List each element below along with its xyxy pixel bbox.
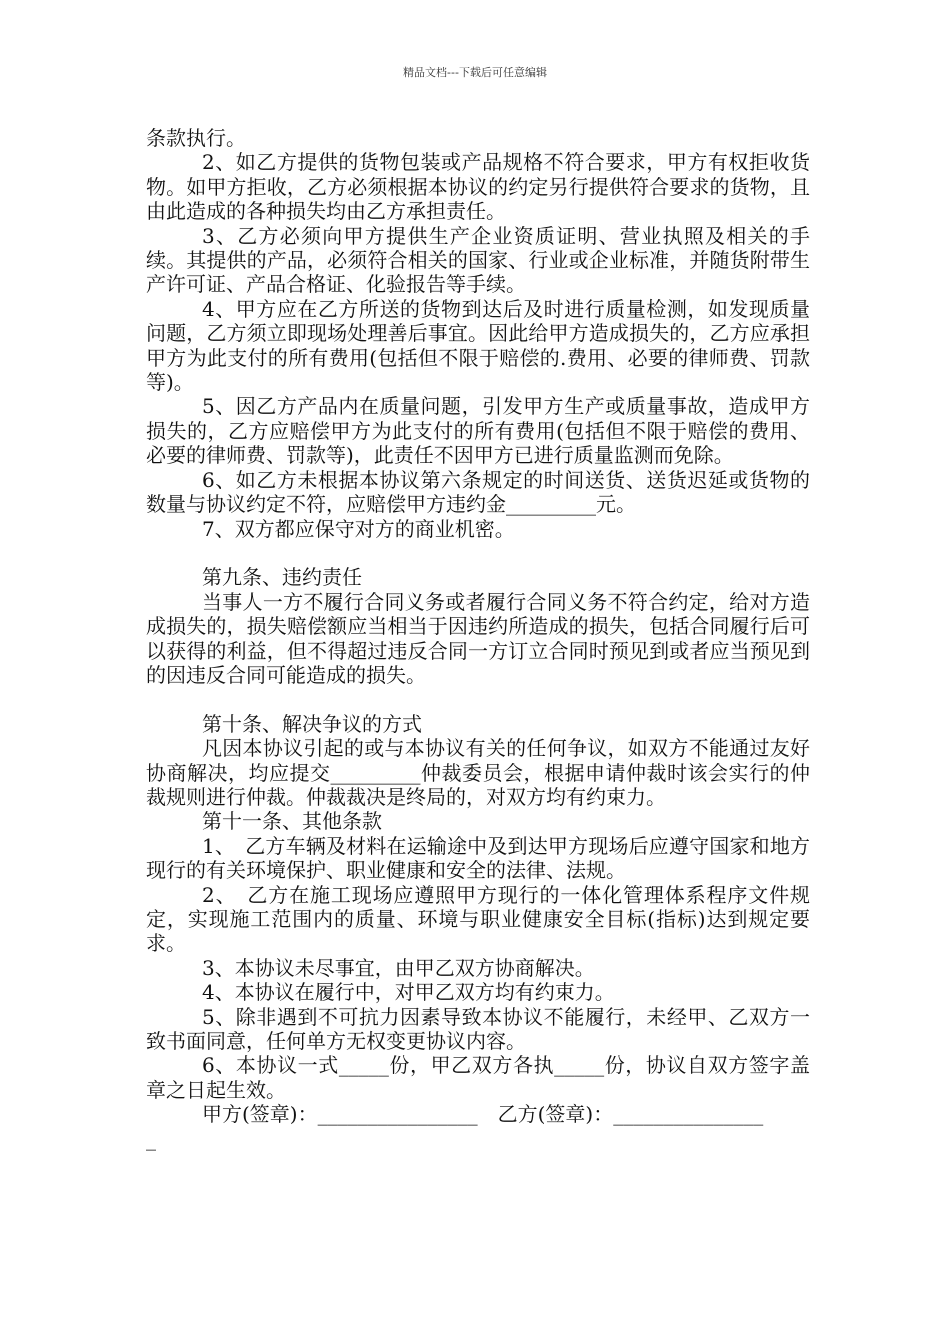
article-11-item-3: 3、本协议未尽事宜，由甲乙双方协商解决。 [202, 955, 595, 980]
article-9-body: 当事人一方不履行合同义务或者履行合同义务不符合约定，给对方造成损失的，损失赔偿额应当相当于因违约所造成的损失，包括合同履行后可以获得的利益，但不得超过违反合同一方订立合同时预见到或者应当预见到的因违反合同可能造成的损失。 [146, 589, 810, 687]
article-11-item-2: 2、 乙方在施工现场应遵照甲方现行的一体化管理体系程序文件规定，实现施工范围内的质量、环境与职业健康安全目标(指标)达到规定要求。 [146, 882, 810, 956]
clause-8-item-5: 5、因乙方产品内在质量问题，引发甲方生产或质量事故，造成甲方损失的，乙方应赔偿甲方为此支付的所有费用(包括但不限于赔偿的费用、必要的律师费、罚款等)，此责任不因甲方已进行质量监测而免除。 [146, 394, 810, 468]
clause-8-item-2: 2、如乙方提供的货物包装或产品规格不符合要求，甲方有权拒收货物。如甲方拒收，乙方必须根据本协议的约定另行提供符合要求的货物，且由此造成的各种损失均由乙方承担责任。 [146, 150, 810, 224]
clause-8-item-7: 7、双方都应保守对方的商业机密。 [202, 516, 515, 541]
article-11-item-1: 1、 乙方车辆及材料在运输途中及到达甲方现场后应遵守国家和地方现行的有关环境保护、职业健康和安全的法律、法规。 [146, 833, 810, 883]
trailing-underscore: _ [146, 1126, 156, 1151]
article-10-heading: 第十条、解决争议的方式 [202, 711, 422, 736]
document-body [146, 126, 810, 1151]
spacer [146, 687, 810, 711]
article-11-item-5: 5、除非遇到不可抗力因素导致本协议不能履行，未经甲、乙双方一致书面同意，任何单方无权变更协议内容。 [146, 1004, 810, 1053]
article-11-item-4: 4、本协议在履行中，对甲乙双方均有约束力。 [202, 980, 615, 1005]
clause-8-item-4: 4、甲方应在乙方所送的货物到达后及时进行质量检测，如发现质量问题，乙方须立即现场处理善后事宜。因此给甲方造成损失的，乙方应承担甲方为此支付的所有费用(包括但不限于赔偿的.费用、必要的律师费、罚款等)。 [146, 296, 810, 395]
clause-8-item-3: 3、乙方必须向甲方提供生产企业资质证明、营业执照及相关的手续。其提供的产品，必须符合相关的国家、行业或企业标准，并随货附带生产许可证、产品合格证、化验报告等手续。 [146, 223, 810, 297]
clause-continuation: 条款执行。 [146, 126, 246, 150]
article-10-body: 凡因本协议引起的或与本协议有关的任何争议，如双方不能通过友好协商解决，均应提交_________仲裁委员会，根据申请仲裁时该会实行的仲裁规则进行仲裁。仲裁裁决是终局的，对双方均有约束力。 [146, 736, 810, 809]
spacer [146, 541, 810, 565]
article-9-heading: 第九条、违约责任 [202, 565, 362, 590]
signature-line: 甲方(签章)：________________ 乙方(签章)：_______________ [202, 1102, 764, 1127]
article-11-heading: 第十一条、其他条款 [202, 809, 382, 834]
page-header: 精品文档---下载后可任意编辑 [403, 66, 547, 79]
article-11-item-6: 6、本协议一式_____份，甲乙双方各执_____份，协议自双方签字盖章之日起生效。 [146, 1053, 810, 1102]
clause-8-item-6: 6、如乙方未根据本协议第六条规定的时间送货、送货迟延或货物的数量与协议约定不符，应赔偿甲方违约金_________元。 [146, 467, 810, 517]
